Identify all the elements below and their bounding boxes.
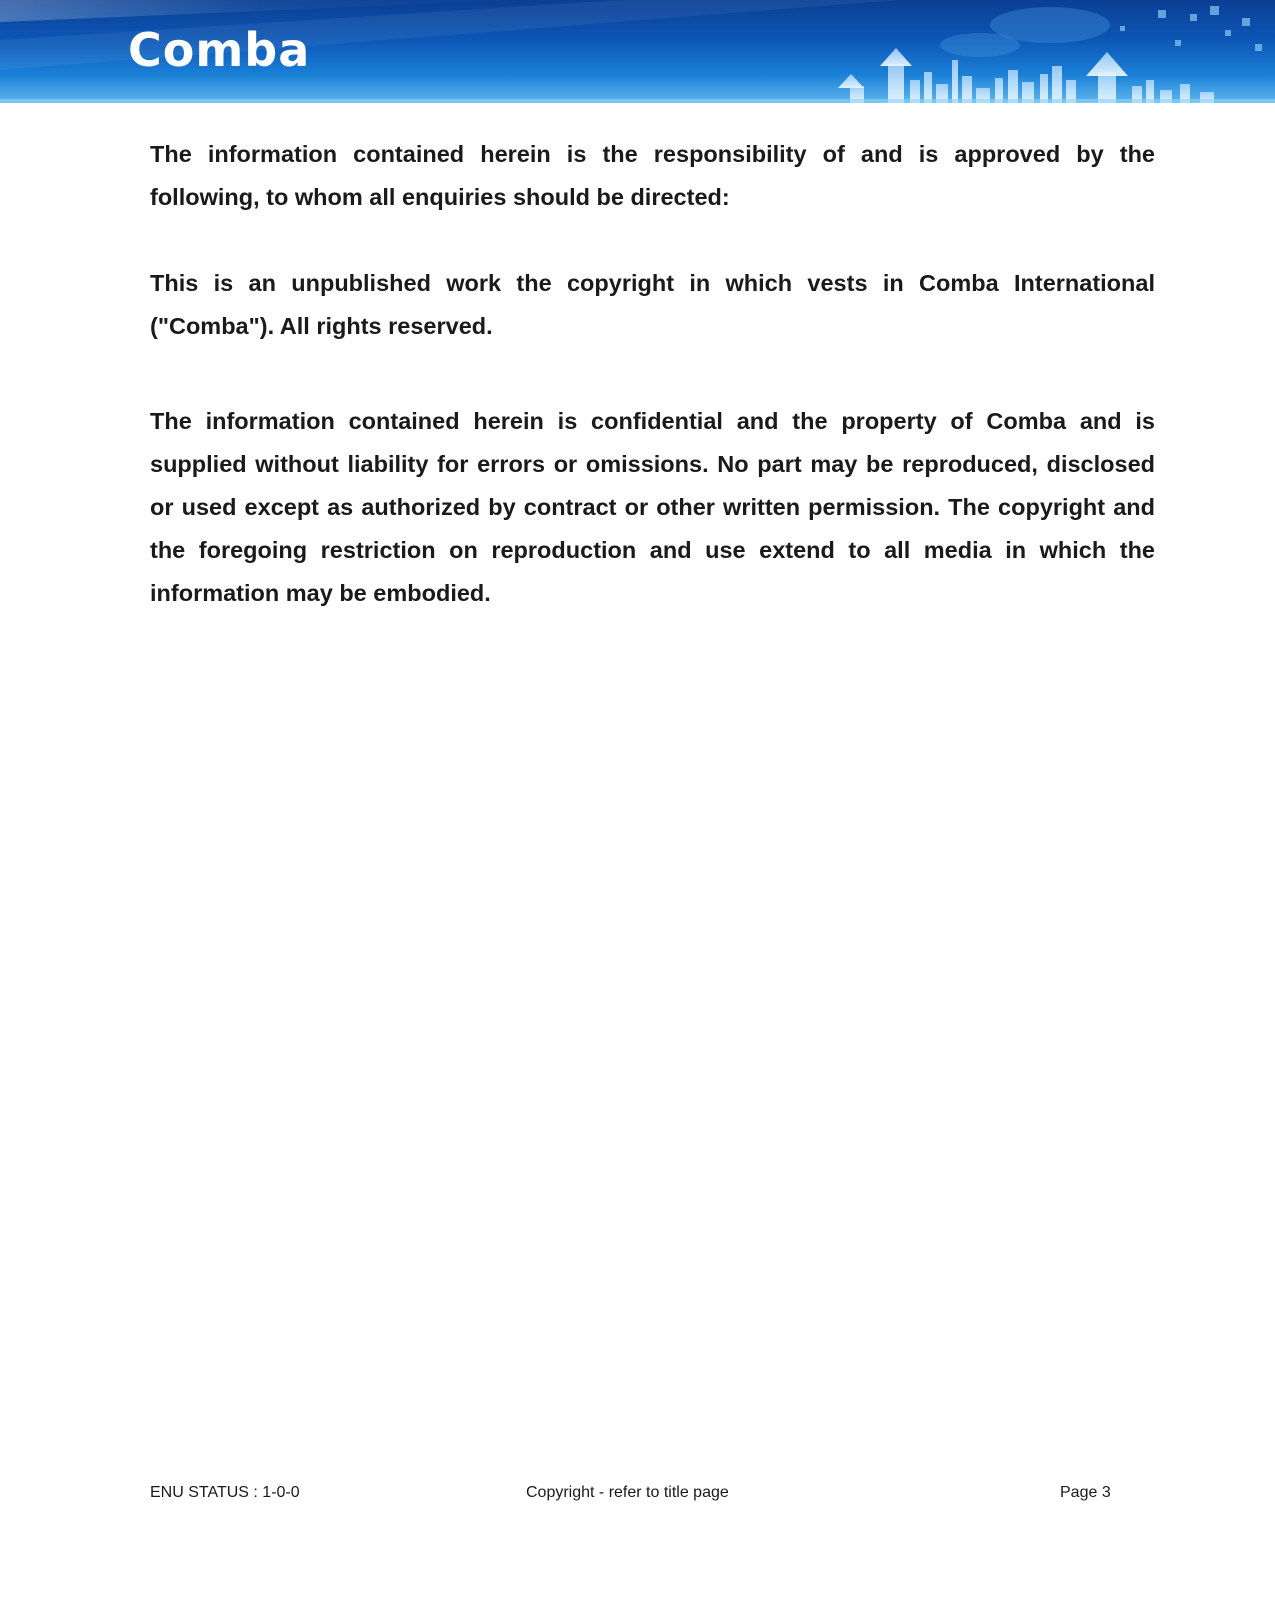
status-label: ENU STATUS : 1-0-0 (150, 1484, 300, 1501)
page-number: Page 3 (1060, 1484, 1111, 1501)
comba-logo: Comba (128, 23, 311, 77)
copyright-note: Copyright - refer to title page (526, 1484, 729, 1501)
copyright-paragraph: This is an unpublished work the copyright in which vests in Comba International ("Comba"). All rights reserved. (150, 270, 1155, 339)
header-banner (0, 0, 1275, 103)
responsibility-paragraph: The information contained herein is the responsibility of and is approved by the following, to whom all enquiries should be directed: (150, 141, 1155, 210)
document-body (150, 133, 1155, 615)
page-footer (0, 1484, 1275, 1506)
confidentiality-paragraph: The information contained herein is confidential and the property of Comba and is supplied without liability for errors or omissions. No part may be reproduced, disclosed or used except as authorized by contract or other written permission. The copyright and the foregoing restriction on reproduction and use extend to all media in which the information may be embodied. (150, 408, 1155, 606)
